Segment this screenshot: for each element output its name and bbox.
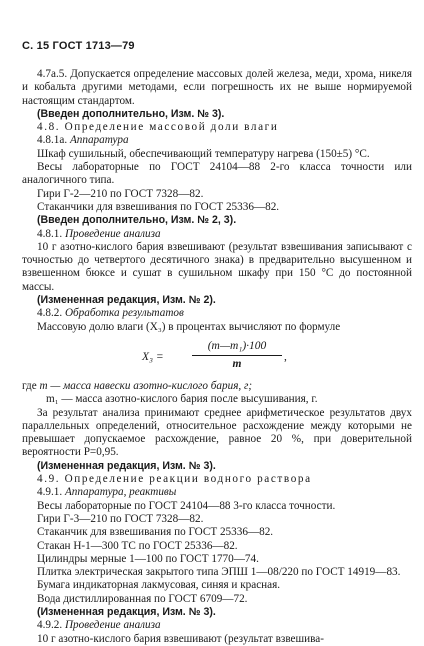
- revision-note: (Измененная редакция, Изм. № 3).: [37, 459, 216, 472]
- paragraph: Весы лабораторные по ГОСТ 24104—88 2-го класса точности или аналогичного типа.: [22, 161, 412, 187]
- section-heading: 4.9. Определение реакции водного раствора: [37, 473, 312, 486]
- subsection-heading: [22, 228, 412, 241]
- where-word: где: [22, 379, 37, 392]
- revision-note: (Измененная редакция, Изм. № 3).: [37, 605, 216, 618]
- paragraph: Шкаф сушильный, обеспечивающий температуру нагрева (150±5) °С.: [37, 147, 370, 160]
- subsection-title: Проведение анализа: [64, 227, 161, 240]
- subsection-title: Проведение анализа: [64, 619, 161, 632]
- definition-line: [22, 380, 412, 393]
- paragraph: 10 г азотно-кислого бария взвешивают (результат взвешивания записывают с точностью до четвертого десятичного знака) в предварительно высушенном и взвешенном бюксе и сушат в сушильном шкафу при 150 °С до постоянной массы.: [22, 240, 412, 293]
- definition-line: m₁ — масса азотно-кислого бария после высушивания, г.: [46, 393, 318, 406]
- formula-lhs: X₃ =: [142, 350, 164, 363]
- subsection-title: Аппаратура: [69, 134, 129, 147]
- revision-note: (Введен дополнительно, Изм. № 2, 3).: [37, 214, 237, 227]
- paragraph: Весы лабораторные по ГОСТ 24104—88 3-го класса точности.: [37, 499, 336, 512]
- paragraph: Вода дистиллированная по ГОСТ 6709—72.: [37, 592, 248, 605]
- subsection-number: 4.8.2.: [37, 307, 63, 320]
- paragraph: 4.7а.5. Допускается определение массовых долей железа, меди, хрома, никеля и кобальта другими методами, если погрешность их не выше нормируемой настоящим стандартом.: [22, 68, 412, 107]
- subsection-heading: [22, 307, 412, 320]
- formula-comma: ,: [284, 350, 287, 363]
- subsection-heading: [22, 619, 412, 632]
- paragraph: Массовую долю влаги (X₃) в процентах вычисляют по формуле: [37, 320, 341, 333]
- subsection-heading: [22, 134, 412, 147]
- paragraph: Цилиндры мерные 1—100 по ГОСТ 1770—74.: [37, 552, 259, 565]
- subsection-number: 4.9.2.: [37, 619, 63, 632]
- subsection-number: 4.8.1а.: [37, 134, 68, 147]
- paragraph: Плитка электрическая закрытого типа ЭПШ 1—08/220 по ГОСТ 14919—83.: [37, 566, 401, 579]
- subsection-title: Аппаратура, реактивы: [64, 486, 177, 499]
- paragraph: Стаканчик для взвешивания по ГОСТ 25336—82.: [37, 526, 274, 539]
- document-body: [22, 68, 412, 646]
- paragraph: 10 г азотно-кислого бария взвешивают (результат взвешива-: [37, 632, 324, 645]
- page-header: С. 15 ГОСТ 1713—79: [22, 40, 135, 52]
- formula-denominator: m: [232, 357, 242, 370]
- subsection-number: 4.8.1.: [37, 227, 63, 240]
- subsection-number: 4.9.1.: [37, 486, 63, 499]
- paragraph: Гири Г-2—210 по ГОСТ 7328—82.: [37, 187, 204, 200]
- paragraph: Стакан Н-1—300 ТС по ГОСТ 25336—82.: [37, 539, 238, 552]
- fraction-bar: [192, 355, 282, 356]
- definition-text: m — масса навески азотно-кислого бария, г;: [39, 379, 253, 392]
- paragraph: Бумага индикаторная лакмусовая, синяя и красная.: [37, 579, 281, 592]
- paragraph: За результат анализа принимают среднее арифметическое результатов двух параллельных определений, относительное расхождение между которыми не превышает допускаемое расхождение, равное 20 %, при доверительной вероятности P=0,95.: [22, 406, 412, 459]
- subsection-heading: [22, 486, 412, 499]
- formula-numerator: (m—m₁)·100: [207, 339, 267, 352]
- paragraph: Стаканчики для взвешивания по ГОСТ 25336—82.: [37, 200, 280, 213]
- revision-note: (Введен дополнительно, Изм. № 3).: [37, 107, 225, 120]
- subsection-title: Обработка результатов: [64, 307, 184, 320]
- paragraph: Гири Г-3—210 по ГОСТ 7328—82.: [37, 512, 204, 525]
- revision-note: (Измененная редакция, Изм. № 2).: [37, 294, 216, 307]
- moisture-formula: [22, 340, 412, 376]
- section-heading: 4.8. Определение массовой доли влаги: [37, 121, 279, 134]
